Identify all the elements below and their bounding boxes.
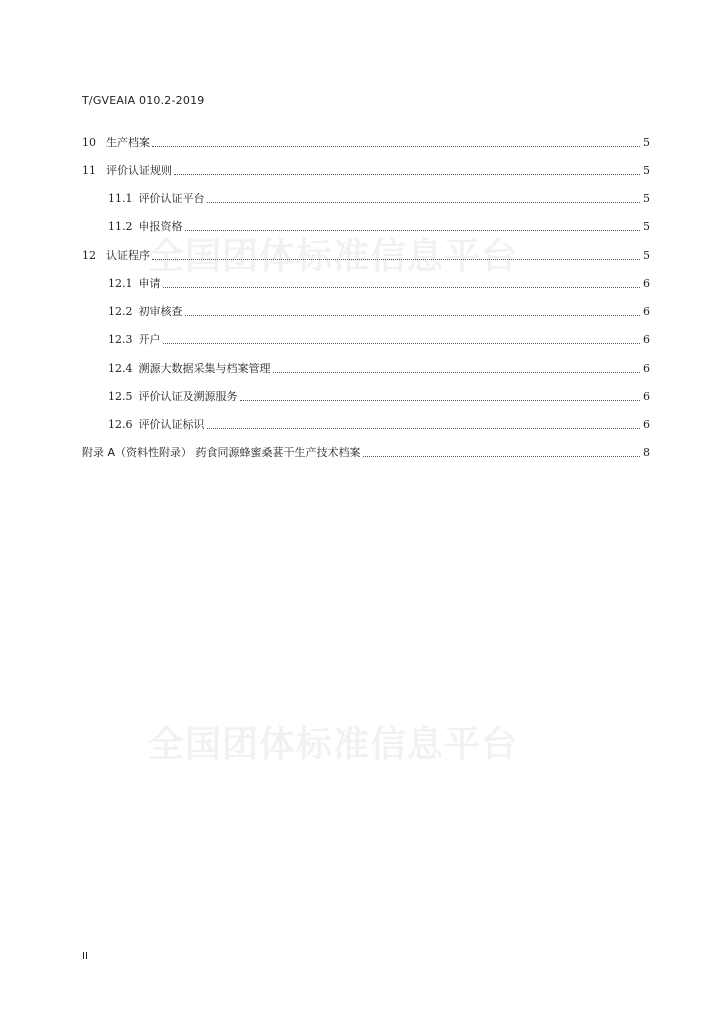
- toc-leader-dots: [363, 455, 640, 457]
- toc-entry-title: 评价认证平台: [138, 192, 205, 205]
- toc-entry-page: 5: [643, 192, 650, 205]
- toc-entry-number: 11: [82, 164, 96, 177]
- toc-entry-title: 初审核查: [138, 305, 183, 318]
- toc-entry[interactable]: [108, 301, 650, 319]
- toc-entry[interactable]: [82, 245, 650, 263]
- watermark-bottom: 全国团体标准信息平台: [148, 724, 519, 765]
- document-code: T/GVEAIA 010.2-2019: [82, 94, 205, 107]
- toc-entry-page: 6: [643, 362, 650, 375]
- toc-leader-dots: [185, 314, 641, 316]
- toc-entry[interactable]: [108, 216, 650, 234]
- toc-entry-title: 认证程序: [106, 249, 150, 262]
- toc-entry-number: 12.5: [108, 390, 133, 403]
- toc-entry[interactable]: [108, 414, 650, 432]
- toc-entry-number: 12.6: [108, 418, 133, 431]
- toc-entry-page: 6: [643, 418, 650, 431]
- toc-entry-appendix[interactable]: [82, 442, 650, 460]
- toc-entry[interactable]: [108, 273, 650, 291]
- toc-entry[interactable]: [82, 132, 650, 150]
- toc-entry[interactable]: [108, 188, 650, 206]
- toc-entry-title: 开户: [138, 333, 161, 346]
- toc-entry-number: 12.2: [108, 305, 133, 318]
- toc-entry[interactable]: [108, 329, 650, 347]
- toc-entry-page: 5: [643, 164, 650, 177]
- toc-leader-dots: [163, 342, 641, 344]
- toc-entry-number: 12.3: [108, 333, 133, 346]
- toc-entry[interactable]: [108, 358, 650, 376]
- toc-entry-number: 11.1: [108, 192, 133, 205]
- toc-entry-title: 申报资格: [138, 220, 183, 233]
- toc-entry-page: 5: [643, 249, 650, 262]
- toc-leader-dots: [207, 427, 641, 429]
- toc-entry-number: 11.2: [108, 220, 133, 233]
- toc-entry-title: 评价认证规则: [106, 164, 172, 177]
- toc-entry[interactable]: [82, 160, 650, 178]
- toc-leader-dots: [273, 371, 641, 373]
- toc-entry-number: 12.4: [108, 362, 133, 375]
- toc-entry-number: 12: [82, 249, 96, 262]
- toc-leader-dots: [185, 229, 641, 231]
- toc-entry-title: 申请: [138, 277, 161, 290]
- toc-leader-dots: [207, 201, 641, 203]
- toc-entry-page: 6: [643, 390, 650, 403]
- toc-leader-dots: [174, 173, 640, 175]
- toc-leader-dots: [163, 286, 641, 288]
- toc-entry-number: 12.1: [108, 277, 133, 290]
- toc-entry-title: 附录 A（资料性附录） 药食同源蜂蜜桑葚干生产技术档案: [82, 446, 361, 459]
- toc-entry-title: 评价认证及溯源服务: [138, 390, 238, 403]
- toc-entry-page: 8: [643, 446, 650, 459]
- toc-entry-title: 溯源大数据采集与档案管理: [138, 362, 271, 375]
- toc-entry-page: 6: [643, 277, 650, 290]
- toc-entry-title: 评价认证标识: [138, 418, 205, 431]
- toc-leader-dots: [152, 145, 640, 147]
- watermark-top: 全国团体标准信息平台: [148, 236, 519, 277]
- toc-entry-page: 5: [643, 136, 650, 149]
- toc-leader-dots: [152, 258, 640, 260]
- toc-entry-number: 10: [82, 136, 96, 149]
- toc-leader-dots: [240, 399, 641, 401]
- toc-entry[interactable]: [108, 386, 650, 404]
- toc-entry-page: 6: [643, 305, 650, 318]
- page-number: II: [82, 951, 88, 962]
- toc-entry-page: 6: [643, 333, 650, 346]
- toc-entry-title: 生产档案: [106, 136, 150, 149]
- toc-entry-page: 5: [643, 220, 650, 233]
